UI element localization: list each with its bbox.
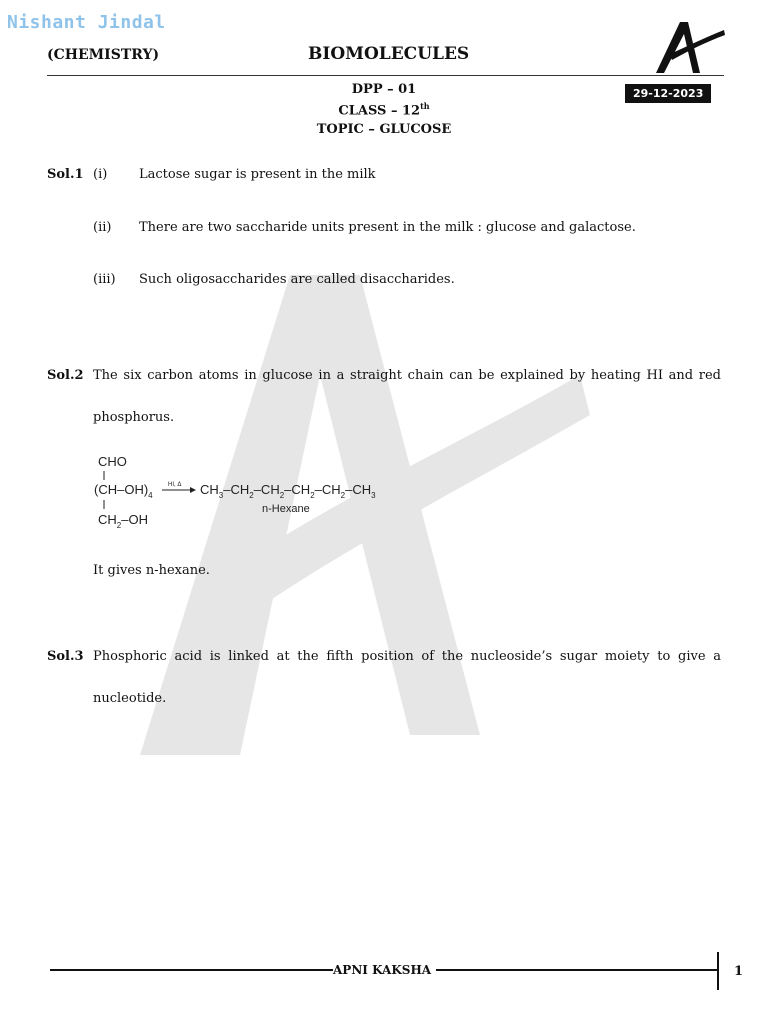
page-number: 1 [734, 964, 744, 979]
sol2-label: Sol.2 [47, 368, 84, 383]
reactant-cho: CHO [98, 454, 127, 469]
sol3-text-line2: nucleotide. [93, 691, 167, 706]
sol1-part-ii-text: There are two saccharide units present in the milk : glucose and galactose. [139, 220, 636, 235]
reactant-ch2oh-a: CH [98, 512, 117, 527]
reagent-label: HI, Δ [168, 482, 182, 488]
page-title: BIOMOLECULES [308, 44, 470, 64]
reactant-ch2oh [98, 512, 148, 530]
sol1-part-iii-text: Such oligosaccharides are called disaccharides. [139, 272, 455, 287]
sol1-part-iii-number: (iii) [93, 272, 116, 287]
subject-label: (CHEMISTRY) [47, 47, 160, 63]
footer-rule-right [436, 969, 718, 971]
footer-bar [717, 952, 719, 990]
author-watermark: Nishant Jindal [7, 12, 166, 33]
footer-rule-left [50, 969, 333, 971]
reaction-arrow-head [190, 487, 196, 493]
product-name: n-Hexane [262, 503, 310, 515]
sol1-part-ii-number: (ii) [93, 220, 112, 235]
brand-logo-icon [648, 18, 728, 76]
sol1-label: Sol.1 [47, 167, 84, 182]
sol3-label: Sol.3 [47, 649, 84, 664]
reactant-ch2oh-b: –OH [121, 512, 148, 527]
class-label-superscript: th [420, 101, 430, 111]
dpp-label: DPP – 01 [351, 82, 417, 97]
sol1-part-i-text: Lactose sugar is present in the milk [139, 167, 376, 182]
header-divider [47, 75, 724, 76]
reactant-chain-sub: 4 [148, 491, 153, 500]
class-label-text: CLASS – 12 [338, 103, 421, 119]
sol2-text-line1: The six carbon atoms in glucose in a straight chain can be explained by heating HI and red [93, 368, 721, 383]
reactant-chain [94, 482, 153, 500]
sol3-text-line1: Phosphoric acid is linked at the fifth position of the nucleoside’s sugar moiety to give a [93, 649, 721, 664]
date-badge: 29-12-2023 [625, 84, 711, 103]
product-formula: $CH_3-CH_2-CH_2-CH_2-CH_2-CH_3$ [200, 482, 376, 500]
sol1-part-i-number: (i) [93, 167, 108, 182]
reactant-ch2oh-sub: 2 [116, 521, 122, 530]
reaction-diagram [92, 448, 402, 538]
sol2-text-line2: phosphorus. [93, 410, 175, 425]
topic-label: TOPIC – GLUCOSE [316, 122, 452, 137]
footer-brand: APNI KAKSHA [333, 963, 432, 977]
sol2-conclusion: It gives n-hexane. [93, 563, 210, 578]
reactant-chain-main: (CH–OH) [94, 482, 149, 497]
class-label [0, 101, 768, 118]
